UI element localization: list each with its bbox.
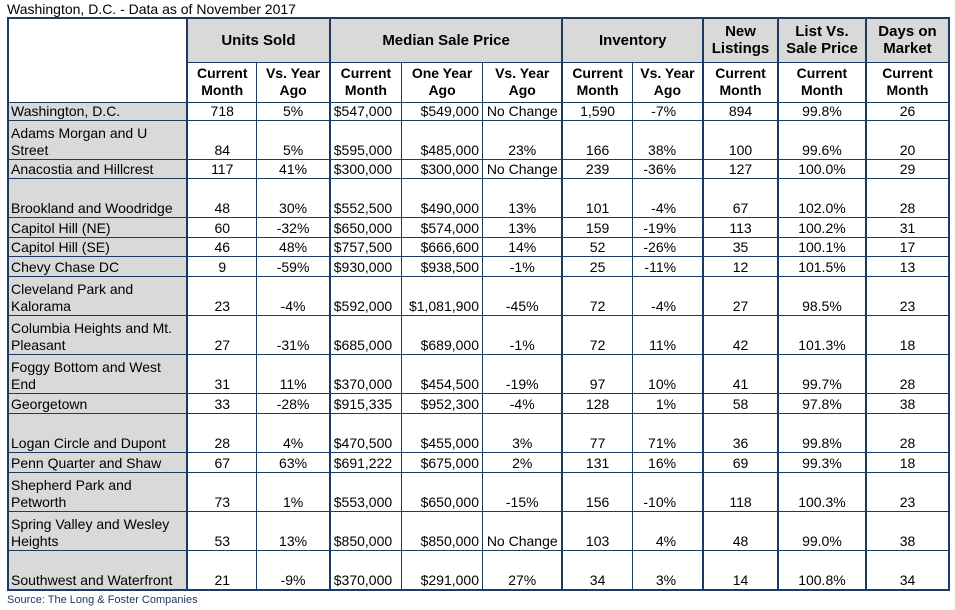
region-name: Cleveland Park and Kalorama bbox=[8, 276, 187, 315]
subheader-ratio-current: Current Month bbox=[778, 62, 866, 102]
units-change-cell: 13% bbox=[257, 512, 330, 551]
days-on-market-cell: 34 bbox=[866, 551, 949, 590]
subheader-price-vs: Vs. Year Ago bbox=[483, 62, 563, 102]
inventory-change-cell: -4% bbox=[632, 178, 703, 217]
inventory-change-cell: 38% bbox=[632, 121, 703, 160]
price-change-cell: -19% bbox=[483, 355, 563, 394]
units-sold-cell: 60 bbox=[187, 218, 257, 238]
price-change-cell: -1% bbox=[483, 316, 563, 355]
median-price-cell: $757,500 bbox=[330, 237, 402, 257]
price-change-cell: 13% bbox=[483, 218, 563, 238]
units-sold-cell: 21 bbox=[187, 551, 257, 590]
region-name: Anacostia and Hillcrest bbox=[8, 160, 187, 179]
subheader-listings-current: Current Month bbox=[703, 62, 778, 102]
new-listings-cell: 35 bbox=[703, 237, 778, 257]
units-sold-cell: 33 bbox=[187, 394, 257, 414]
inventory-change-cell: -26% bbox=[632, 237, 703, 257]
price-change-cell: No Change bbox=[483, 512, 563, 551]
inventory-change-cell: 11% bbox=[632, 316, 703, 355]
list-vs-sale-cell: 100.8% bbox=[778, 551, 866, 590]
subheader-days-current: Current Month bbox=[866, 62, 949, 102]
median-price-cell: $370,000 bbox=[330, 355, 402, 394]
inventory-change-cell: 71% bbox=[632, 414, 703, 453]
inventory-cell: 77 bbox=[562, 414, 632, 453]
list-vs-sale-cell: 100.3% bbox=[778, 472, 866, 511]
subheader-units-current: Current Month bbox=[187, 62, 257, 102]
new-listings-cell: 58 bbox=[703, 394, 778, 414]
days-on-market-cell: 18 bbox=[866, 453, 949, 473]
units-change-cell: 30% bbox=[257, 178, 330, 217]
median-price-cell: $300,000 bbox=[330, 160, 402, 179]
price-change-cell: 14% bbox=[483, 237, 563, 257]
table-row bbox=[8, 316, 949, 355]
units-change-cell: -9% bbox=[257, 551, 330, 590]
units-sold-cell: 31 bbox=[187, 355, 257, 394]
days-on-market-cell: 38 bbox=[866, 512, 949, 551]
days-on-market-cell: 28 bbox=[866, 414, 949, 453]
region-name: Shepherd Park and Petworth bbox=[8, 472, 187, 511]
units-change-cell: 41% bbox=[257, 160, 330, 179]
inventory-cell: 159 bbox=[562, 218, 632, 238]
region-name: Georgetown bbox=[8, 394, 187, 414]
table-row bbox=[8, 453, 949, 473]
inventory-cell: 156 bbox=[562, 472, 632, 511]
list-vs-sale-cell: 102.0% bbox=[778, 178, 866, 217]
table-row bbox=[8, 394, 949, 414]
list-vs-sale-cell: 100.0% bbox=[778, 160, 866, 179]
subheader-inventory-vs: Vs. Year Ago bbox=[632, 62, 703, 102]
units-sold-cell: 28 bbox=[187, 414, 257, 453]
new-listings-cell: 894 bbox=[703, 102, 778, 121]
price-change-cell: 27% bbox=[483, 551, 563, 590]
units-sold-cell: 53 bbox=[187, 512, 257, 551]
median-price-cell: $685,000 bbox=[330, 316, 402, 355]
price-year-ago-cell: $675,000 bbox=[402, 453, 483, 473]
median-price-cell: $470,500 bbox=[330, 414, 402, 453]
inventory-cell: 239 bbox=[562, 160, 632, 179]
table-row bbox=[8, 178, 949, 217]
days-on-market-cell: 26 bbox=[866, 102, 949, 121]
list-vs-sale-cell: 101.3% bbox=[778, 316, 866, 355]
table-body bbox=[8, 102, 949, 590]
price-change-cell: -15% bbox=[483, 472, 563, 511]
table-row bbox=[8, 121, 949, 160]
price-year-ago-cell: $650,000 bbox=[402, 472, 483, 511]
inventory-change-cell: -10% bbox=[632, 472, 703, 511]
inventory-change-cell: -36% bbox=[632, 160, 703, 179]
price-year-ago-cell: $490,000 bbox=[402, 178, 483, 217]
table-row bbox=[8, 512, 949, 551]
price-year-ago-cell: $938,500 bbox=[402, 257, 483, 277]
price-year-ago-cell: $291,000 bbox=[402, 551, 483, 590]
list-vs-sale-cell: 101.5% bbox=[778, 257, 866, 277]
list-vs-sale-cell: 98.5% bbox=[778, 276, 866, 315]
market-data-table bbox=[7, 17, 950, 591]
corner-header bbox=[8, 18, 187, 102]
price-year-ago-cell: $952,300 bbox=[402, 394, 483, 414]
units-change-cell: 5% bbox=[257, 121, 330, 160]
price-change-cell: 23% bbox=[483, 121, 563, 160]
days-on-market-cell: 23 bbox=[866, 276, 949, 315]
inventory-change-cell: 3% bbox=[632, 551, 703, 590]
inventory-cell: 166 bbox=[562, 121, 632, 160]
list-vs-sale-cell: 99.3% bbox=[778, 453, 866, 473]
units-change-cell: -32% bbox=[257, 218, 330, 238]
new-listings-cell: 41 bbox=[703, 355, 778, 394]
inventory-cell: 103 bbox=[562, 512, 632, 551]
units-change-cell: -4% bbox=[257, 276, 330, 315]
median-price-cell: $552,500 bbox=[330, 178, 402, 217]
table-row bbox=[8, 237, 949, 257]
region-name: Capitol Hill (NE) bbox=[8, 218, 187, 238]
price-year-ago-cell: $1,081,900 bbox=[402, 276, 483, 315]
inventory-change-cell: -4% bbox=[632, 276, 703, 315]
group-header-units-sold: Units Sold bbox=[187, 18, 330, 62]
price-change-cell: 3% bbox=[483, 414, 563, 453]
days-on-market-cell: 18 bbox=[866, 316, 949, 355]
inventory-change-cell: -19% bbox=[632, 218, 703, 238]
new-listings-cell: 113 bbox=[703, 218, 778, 238]
price-change-cell: No Change bbox=[483, 160, 563, 179]
region-name: Penn Quarter and Shaw bbox=[8, 453, 187, 473]
group-header-median-sale-price: Median Sale Price bbox=[330, 18, 563, 62]
inventory-cell: 25 bbox=[562, 257, 632, 277]
median-price-cell: $595,000 bbox=[330, 121, 402, 160]
units-sold-cell: 46 bbox=[187, 237, 257, 257]
table-row bbox=[8, 257, 949, 277]
inventory-cell: 131 bbox=[562, 453, 632, 473]
price-change-cell: No Change bbox=[483, 102, 563, 121]
inventory-cell: 72 bbox=[562, 276, 632, 315]
units-change-cell: -28% bbox=[257, 394, 330, 414]
inventory-change-cell: -11% bbox=[632, 257, 703, 277]
days-on-market-cell: 28 bbox=[866, 178, 949, 217]
units-change-cell: 48% bbox=[257, 237, 330, 257]
units-change-cell: 11% bbox=[257, 355, 330, 394]
days-on-market-cell: 38 bbox=[866, 394, 949, 414]
list-vs-sale-cell: 99.7% bbox=[778, 355, 866, 394]
table-row bbox=[8, 218, 949, 238]
inventory-cell: 101 bbox=[562, 178, 632, 217]
price-year-ago-cell: $574,000 bbox=[402, 218, 483, 238]
region-name: Spring Valley and Wesley Heights bbox=[8, 512, 187, 551]
price-year-ago-cell: $689,000 bbox=[402, 316, 483, 355]
region-name: Logan Circle and Dupont bbox=[8, 414, 187, 453]
group-header-new-listings: New Listings bbox=[703, 18, 778, 62]
price-year-ago-cell: $666,600 bbox=[402, 237, 483, 257]
price-year-ago-cell: $455,000 bbox=[402, 414, 483, 453]
list-vs-sale-cell: 100.1% bbox=[778, 237, 866, 257]
units-sold-cell: 73 bbox=[187, 472, 257, 511]
region-name: Brookland and Woodridge bbox=[8, 178, 187, 217]
new-listings-cell: 127 bbox=[703, 160, 778, 179]
group-header-inventory: Inventory bbox=[562, 18, 703, 62]
inventory-change-cell: 4% bbox=[632, 512, 703, 551]
median-price-cell: $691,222 bbox=[330, 453, 402, 473]
inventory-cell: 1,590 bbox=[562, 102, 632, 121]
days-on-market-cell: 20 bbox=[866, 121, 949, 160]
new-listings-cell: 48 bbox=[703, 512, 778, 551]
price-year-ago-cell: $850,000 bbox=[402, 512, 483, 551]
units-change-cell: 5% bbox=[257, 102, 330, 121]
inventory-cell: 72 bbox=[562, 316, 632, 355]
median-price-cell: $370,000 bbox=[330, 551, 402, 590]
price-year-ago-cell: $549,000 bbox=[402, 102, 483, 121]
list-vs-sale-cell: 99.6% bbox=[778, 121, 866, 160]
new-listings-cell: 69 bbox=[703, 453, 778, 473]
median-price-cell: $850,000 bbox=[330, 512, 402, 551]
region-name: Chevy Chase DC bbox=[8, 257, 187, 277]
region-name: Adams Morgan and U Street bbox=[8, 121, 187, 160]
subheader-price-prev: One Year Ago bbox=[402, 62, 483, 102]
days-on-market-cell: 31 bbox=[866, 218, 949, 238]
new-listings-cell: 36 bbox=[703, 414, 778, 453]
days-on-market-cell: 28 bbox=[866, 355, 949, 394]
median-price-cell: $547,000 bbox=[330, 102, 402, 121]
inventory-change-cell: 16% bbox=[632, 453, 703, 473]
subheader-price-current: Current Month bbox=[330, 62, 402, 102]
inventory-change-cell: -7% bbox=[632, 102, 703, 121]
list-vs-sale-cell: 97.8% bbox=[778, 394, 866, 414]
list-vs-sale-cell: 100.2% bbox=[778, 218, 866, 238]
table-row bbox=[8, 472, 949, 511]
units-sold-cell: 117 bbox=[187, 160, 257, 179]
source-note: Source: The Long & Foster Companies bbox=[7, 594, 198, 606]
median-price-cell: $592,000 bbox=[330, 276, 402, 315]
new-listings-cell: 100 bbox=[703, 121, 778, 160]
units-sold-cell: 84 bbox=[187, 121, 257, 160]
subheader-units-vs: Vs. Year Ago bbox=[257, 62, 330, 102]
inventory-change-cell: 1% bbox=[632, 394, 703, 414]
units-sold-cell: 718 bbox=[187, 102, 257, 121]
units-change-cell: 4% bbox=[257, 414, 330, 453]
units-sold-cell: 9 bbox=[187, 257, 257, 277]
units-sold-cell: 27 bbox=[187, 316, 257, 355]
price-year-ago-cell: $454,500 bbox=[402, 355, 483, 394]
new-listings-cell: 118 bbox=[703, 472, 778, 511]
price-change-cell: -45% bbox=[483, 276, 563, 315]
new-listings-cell: 12 bbox=[703, 257, 778, 277]
units-change-cell: -59% bbox=[257, 257, 330, 277]
units-sold-cell: 67 bbox=[187, 453, 257, 473]
days-on-market-cell: 23 bbox=[866, 472, 949, 511]
units-change-cell: -31% bbox=[257, 316, 330, 355]
table-row bbox=[8, 160, 949, 179]
median-price-cell: $650,000 bbox=[330, 218, 402, 238]
table-row bbox=[8, 551, 949, 590]
region-name: Columbia Heights and Mt. Pleasant bbox=[8, 316, 187, 355]
price-change-cell: -4% bbox=[483, 394, 563, 414]
units-change-cell: 63% bbox=[257, 453, 330, 473]
group-header-list-vs-sale: List Vs. Sale Price bbox=[778, 18, 866, 62]
region-name: Southwest and Waterfront bbox=[8, 551, 187, 590]
list-vs-sale-cell: 99.8% bbox=[778, 414, 866, 453]
units-change-cell: 1% bbox=[257, 472, 330, 511]
new-listings-cell: 27 bbox=[703, 276, 778, 315]
subheader-inventory-current: Current Month bbox=[562, 62, 632, 102]
price-change-cell: 2% bbox=[483, 453, 563, 473]
days-on-market-cell: 17 bbox=[866, 237, 949, 257]
median-price-cell: $915,335 bbox=[330, 394, 402, 414]
table-row bbox=[8, 355, 949, 394]
table-row bbox=[8, 276, 949, 315]
inventory-cell: 52 bbox=[562, 237, 632, 257]
list-vs-sale-cell: 99.0% bbox=[778, 512, 866, 551]
median-price-cell: $553,000 bbox=[330, 472, 402, 511]
report-title: Washington, D.C. - Data as of November 2017 bbox=[7, 1, 296, 17]
price-year-ago-cell: $300,000 bbox=[402, 160, 483, 179]
inventory-cell: 97 bbox=[562, 355, 632, 394]
inventory-change-cell: 10% bbox=[632, 355, 703, 394]
inventory-cell: 34 bbox=[562, 551, 632, 590]
price-year-ago-cell: $485,000 bbox=[402, 121, 483, 160]
price-change-cell: -1% bbox=[483, 257, 563, 277]
region-name: Capitol Hill (SE) bbox=[8, 237, 187, 257]
days-on-market-cell: 29 bbox=[866, 160, 949, 179]
new-listings-cell: 67 bbox=[703, 178, 778, 217]
region-name: Foggy Bottom and West End bbox=[8, 355, 187, 394]
units-sold-cell: 48 bbox=[187, 178, 257, 217]
list-vs-sale-cell: 99.8% bbox=[778, 102, 866, 121]
price-change-cell: 13% bbox=[483, 178, 563, 217]
region-name: Washington, D.C. bbox=[8, 102, 187, 121]
new-listings-cell: 42 bbox=[703, 316, 778, 355]
days-on-market-cell: 13 bbox=[866, 257, 949, 277]
new-listings-cell: 14 bbox=[703, 551, 778, 590]
median-price-cell: $930,000 bbox=[330, 257, 402, 277]
units-sold-cell: 23 bbox=[187, 276, 257, 315]
inventory-cell: 128 bbox=[562, 394, 632, 414]
table-row bbox=[8, 102, 949, 121]
table-row bbox=[8, 414, 949, 453]
group-header-days-on-market: Days on Market bbox=[866, 18, 949, 62]
